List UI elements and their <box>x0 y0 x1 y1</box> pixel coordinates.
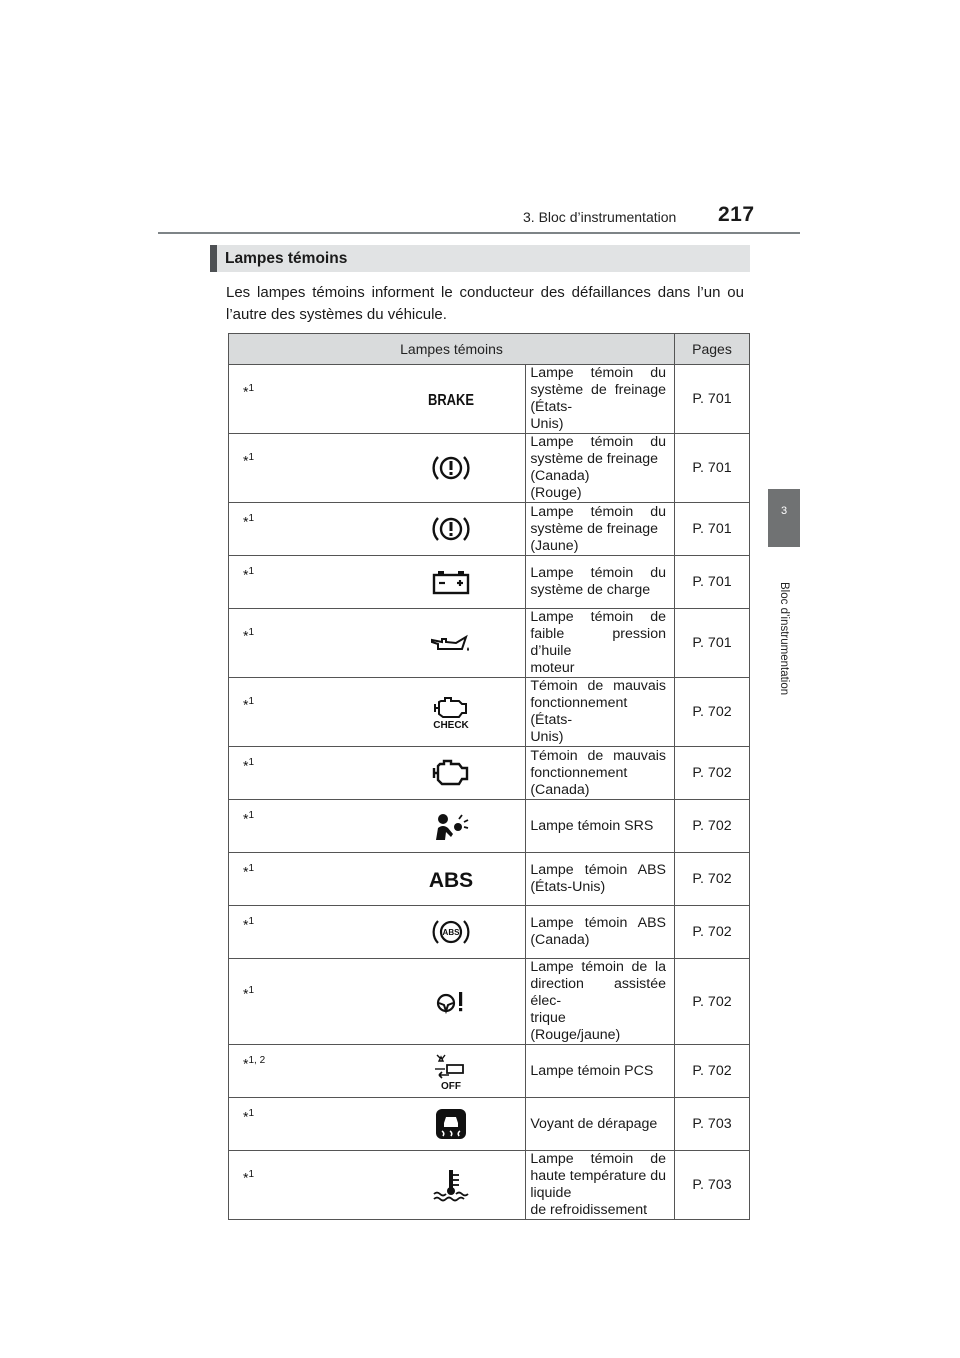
description-line: Lampe témoin du système de charge <box>530 565 666 598</box>
footnote-asterisk: * <box>243 757 249 774</box>
lamp-description <box>526 503 675 556</box>
description-line: Lampe témoin du système de freinage <box>530 434 666 467</box>
table-row <box>229 365 750 434</box>
lamp-description <box>526 1045 675 1098</box>
lamp-description <box>526 434 675 503</box>
lamp-description <box>526 609 675 678</box>
footnote-number: 1 <box>248 626 255 638</box>
footnote-marker <box>229 1151 378 1220</box>
lamp-description <box>526 556 675 609</box>
coolant-temp-icon <box>377 1151 526 1220</box>
oil-can-icon <box>377 609 526 678</box>
footnote-marker <box>229 853 378 906</box>
engine-icon <box>377 747 526 800</box>
chapter-tab <box>768 489 800 547</box>
page-reference: P. 701 <box>675 434 750 503</box>
footnote-asterisk: * <box>243 1169 249 1186</box>
lamp-description <box>526 906 675 959</box>
footnote-marker <box>229 503 378 556</box>
table-row <box>229 1098 750 1151</box>
description-line: Lampe témoin PCS <box>530 1062 654 1079</box>
description-line: Témoin de mauvais fonctionnement (Canada) <box>530 747 666 798</box>
table-row <box>229 747 750 800</box>
lamp-description <box>526 853 675 906</box>
footnote-marker <box>229 747 378 800</box>
footnote-number: 1 <box>248 809 255 821</box>
brake-text-icon <box>377 365 526 434</box>
steering-warning-icon <box>377 959 526 1045</box>
abs-text-icon <box>377 853 526 906</box>
intro-paragraph: Les lampes témoins informent le conducteur des défaillances dans l’un ou l’autre des systèmes du véhicule. <box>226 284 744 323</box>
column-header-lamps: Lampes témoins <box>229 334 675 365</box>
footnote-number: 1 <box>248 1168 255 1180</box>
lamp-description <box>526 1151 675 1220</box>
header-section-title: 3. Bloc d’instrumentation <box>523 209 677 225</box>
footnote-marker <box>229 1045 378 1098</box>
description-line: Voyant de dérapage <box>530 1115 658 1132</box>
section-heading-bar <box>210 245 217 272</box>
page-reference: P. 702 <box>675 853 750 906</box>
description-line: moteur <box>530 660 575 676</box>
table-row <box>229 959 750 1045</box>
table-row <box>229 1045 750 1098</box>
page-reference: P. 702 <box>675 747 750 800</box>
footnote-asterisk: * <box>243 1055 249 1072</box>
description-line: Lampe témoin de faible pression d’huile <box>530 609 666 659</box>
table-row <box>229 800 750 853</box>
footnote-number: 1 <box>248 985 255 997</box>
battery-icon <box>377 556 526 609</box>
column-header-pages: Pages <box>675 334 750 365</box>
lamp-description <box>526 365 675 434</box>
footnote-asterisk: * <box>243 383 249 400</box>
footnote-asterisk: * <box>243 696 249 713</box>
chapter-number: 3 <box>780 505 788 517</box>
table-row <box>229 503 750 556</box>
brake-warning-icon <box>377 503 526 556</box>
footnote-asterisk: * <box>243 985 249 1002</box>
description-line: Lampe témoin du système de freinage (États- <box>530 365 666 415</box>
lamp-description <box>526 959 675 1045</box>
section-title: Lampes témoins <box>225 250 348 267</box>
footnote-asterisk: * <box>243 452 249 469</box>
footnote-number: 1 <box>248 565 255 577</box>
footnote-number: 1 <box>248 862 255 874</box>
page-reference: P. 701 <box>675 503 750 556</box>
table-row <box>229 556 750 609</box>
lamp-description <box>526 800 675 853</box>
description-line: (Canada) <box>530 468 590 484</box>
description-line: Lampe témoin ABS (Canada) <box>530 915 666 948</box>
table-row <box>229 853 750 906</box>
page-reference: P. 701 <box>675 609 750 678</box>
page-reference: P. 702 <box>675 1045 750 1098</box>
pcs-off-icon <box>377 1045 526 1098</box>
footnote-asterisk: * <box>243 627 249 644</box>
description-line: Lampe témoin ABS (États-Unis) <box>530 862 666 895</box>
table-row <box>229 678 750 747</box>
page-reference: P. 702 <box>675 959 750 1045</box>
page-reference: P. 703 <box>675 1151 750 1220</box>
chapter-label: Bloc d’instrumentation <box>778 582 790 696</box>
footnote-number: 1 <box>248 756 255 768</box>
lamp-description <box>526 678 675 747</box>
footnote-asterisk: * <box>243 863 249 880</box>
footnote-number: 1 <box>248 695 255 707</box>
page-number: 217 <box>718 203 755 226</box>
skid-icon <box>377 1098 526 1151</box>
footnote-asterisk: * <box>243 1108 249 1125</box>
footnote-marker <box>229 609 378 678</box>
footnote-number: 1, 2 <box>248 1054 266 1066</box>
footnote-marker <box>229 959 378 1045</box>
footnote-marker <box>229 906 378 959</box>
abs-circle-icon-text: ABS <box>442 928 460 937</box>
warning-lamps-table <box>228 333 750 1220</box>
table-row <box>229 906 750 959</box>
description-line: (Jaune) <box>530 537 579 554</box>
description-line: Unis) <box>530 416 564 432</box>
brake-warning-icon <box>377 434 526 503</box>
lamp-description <box>526 747 675 800</box>
footnote-marker <box>229 434 378 503</box>
description-line: Témoin de mauvais fonctionnement (États- <box>530 678 666 728</box>
section-heading <box>210 245 750 272</box>
footnote-marker <box>229 365 378 434</box>
footnote-marker <box>229 556 378 609</box>
table-row <box>229 609 750 678</box>
footnote-number: 1 <box>248 451 255 463</box>
page-reference: P. 702 <box>675 800 750 853</box>
check-icon-text: CHECK <box>433 720 470 731</box>
abs-circle-icon <box>377 906 526 959</box>
table-row <box>229 1151 750 1220</box>
footnote-number: 1 <box>248 1107 255 1119</box>
description-line: (Rouge/jaune) <box>530 1027 621 1043</box>
footnote-asterisk: * <box>243 916 249 933</box>
footnote-number: 1 <box>248 915 255 927</box>
footnote-number: 1 <box>248 512 255 524</box>
lamp-description <box>526 1098 675 1151</box>
footnote-marker <box>229 678 378 747</box>
header-divider <box>158 232 800 234</box>
footnote-number: 1 <box>248 382 255 394</box>
footnote-marker <box>229 800 378 853</box>
description-line: trique <box>530 1010 566 1026</box>
description-line: Lampe témoin du système de freinage <box>530 503 666 537</box>
footnote-asterisk: * <box>243 810 249 827</box>
description-line: Lampe témoin de la direction assistée élec- <box>530 959 666 1009</box>
page-reference: P. 701 <box>675 365 750 434</box>
table-row <box>229 434 750 503</box>
description-line: (Rouge) <box>530 485 582 501</box>
footnote-marker <box>229 1098 378 1151</box>
description-line: de refroidissement <box>530 1202 648 1218</box>
table-header-row <box>229 334 750 365</box>
description-line: Lampe témoin SRS <box>530 817 654 834</box>
description-line: Unis) <box>530 729 564 745</box>
footnote-asterisk: * <box>243 566 249 583</box>
abs-icon-text: ABS <box>429 869 474 892</box>
brake-icon-text: BRAKE <box>428 392 475 409</box>
page-reference: P. 701 <box>675 556 750 609</box>
description-line: Lampe témoin de haute température du liquide <box>530 1151 666 1201</box>
page-reference: P. 703 <box>675 1098 750 1151</box>
airbag-icon <box>377 800 526 853</box>
check-engine-icon <box>377 678 526 747</box>
footnote-asterisk: * <box>243 513 249 530</box>
pcs-icon-text: OFF <box>441 1081 462 1092</box>
page-reference: P. 702 <box>675 906 750 959</box>
page-reference: P. 702 <box>675 678 750 747</box>
